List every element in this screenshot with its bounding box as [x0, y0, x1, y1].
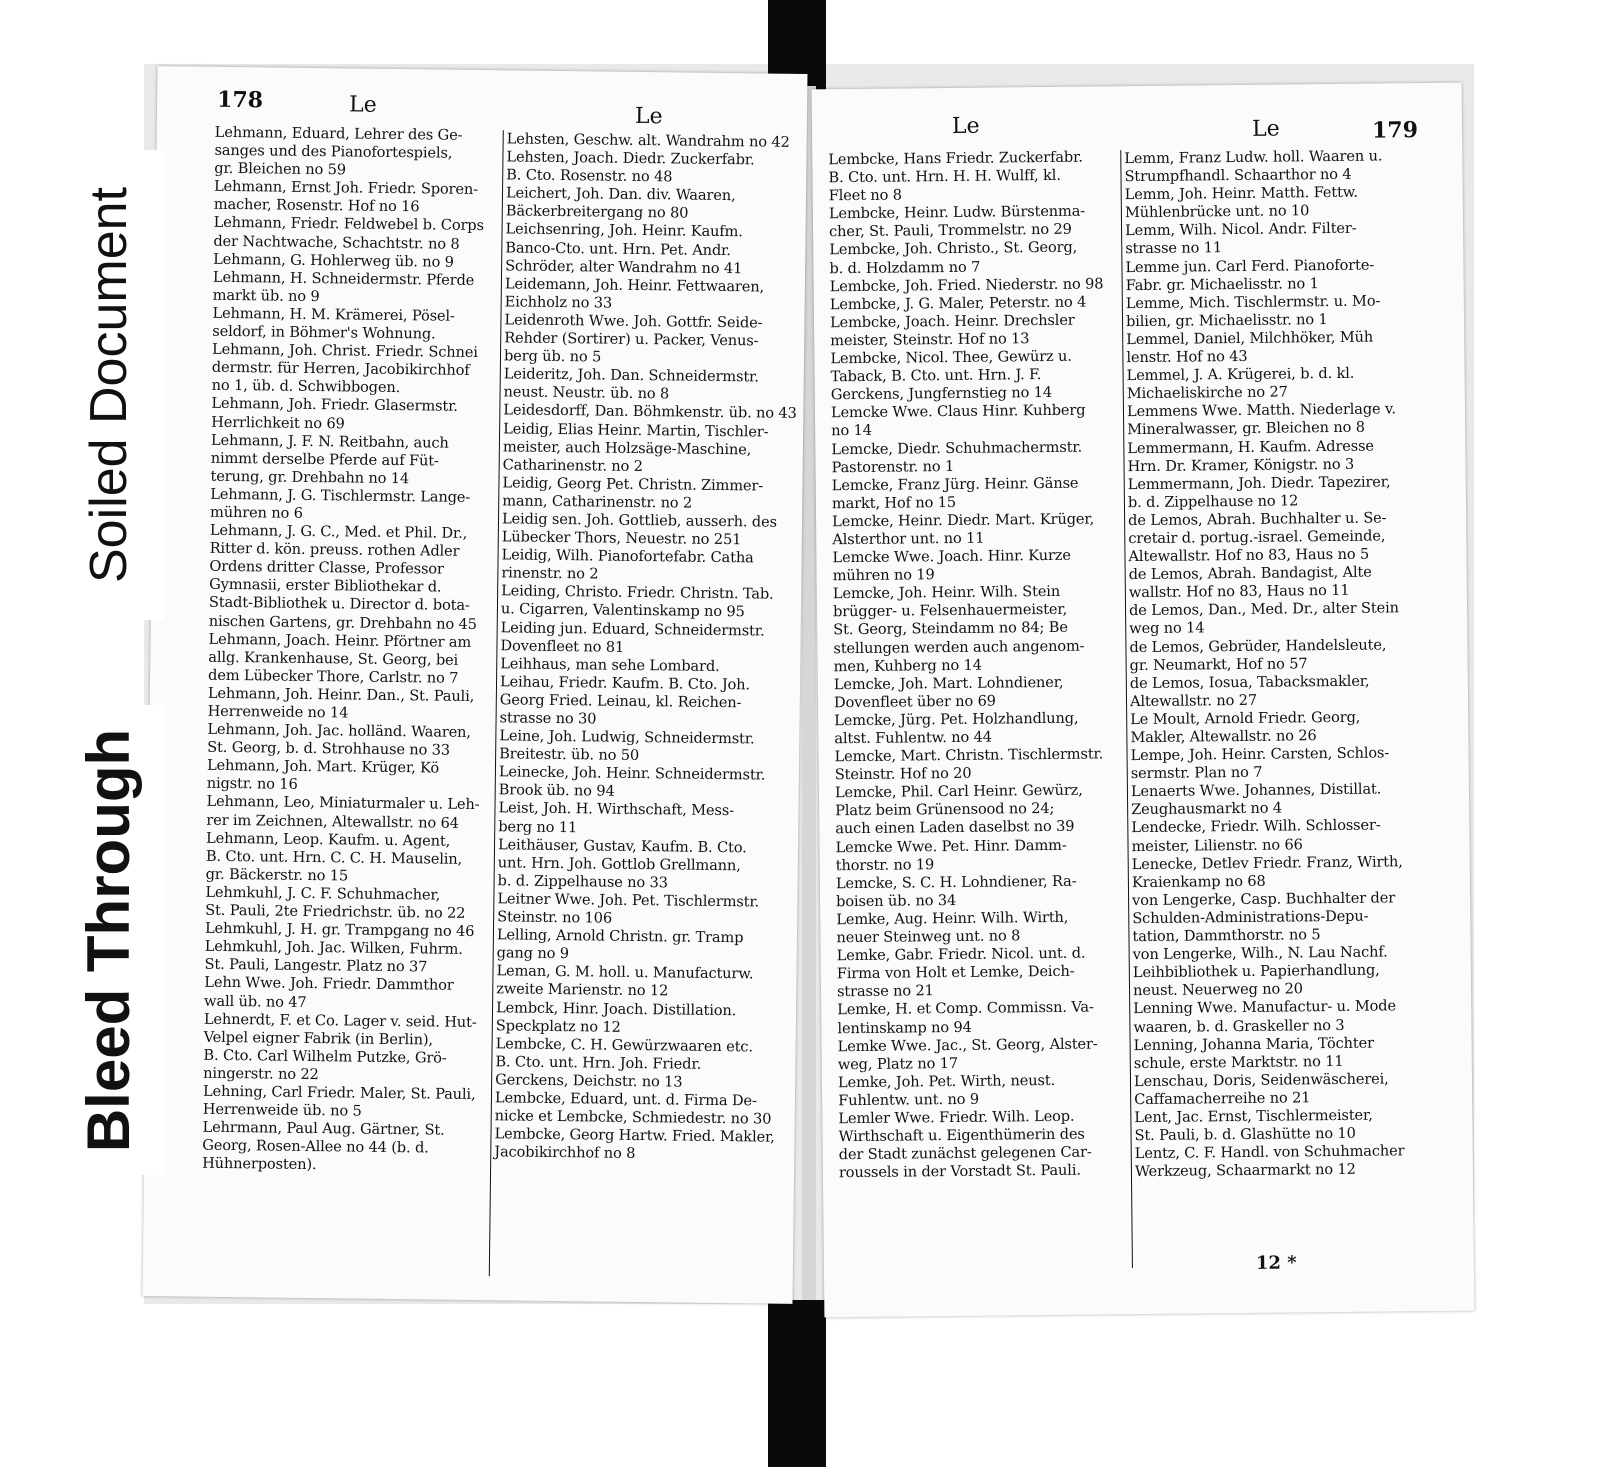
directory-entry-line: Lehmann, Joh. Christ. Friedr. Schnei	[211, 340, 478, 362]
directory-entry-line: Lemmel, Daniel, Milchhöker, Müh	[1126, 328, 1374, 349]
directory-entry-line: Banco-Cto. unt. Hrn. Pet. Andr.	[505, 238, 731, 259]
directory-entry-line: Lembcke, Joh. Fried. Niederstr. no 98	[829, 275, 1104, 295]
directory-entry-line: Herrenweide üb. no 5	[202, 1100, 362, 1120]
directory-entry-line: Leidig, Elias Heinr. Martin, Tischler-	[503, 419, 769, 441]
directory-entry-line: Dovenfleet über no 69	[833, 692, 996, 712]
directory-entry-line: Lehnerdt, F. et Co. Lager v. seid. Hut-	[203, 1010, 477, 1031]
directory-entry-line: neust. Neustr. üb. no 8	[503, 383, 670, 403]
directory-entry-line: St. Georg, b. d. Strohhause no 33	[207, 738, 451, 759]
directory-entry-line: Lehmann, G. Hohlerweg üb. no 9	[213, 250, 454, 271]
directory-entry-line: Lehmann, Leo, Miniaturmaler u. Leh-	[206, 793, 480, 814]
directory-entry-line: Lemcke, Joh. Mart. Lohndiener,	[833, 673, 1064, 693]
soiled-document-label	[54, 150, 164, 620]
page-number-left: 178	[216, 86, 264, 114]
directory-entry-line: Leist, Joh. H. Wirthschaft, Mess-	[498, 799, 735, 820]
directory-entry-line: waaren, b. d. Graskeller no 3	[1133, 1016, 1345, 1036]
directory-entry-line: no 14	[831, 422, 872, 440]
directory-entry-line: strasse no 21	[836, 982, 934, 1001]
directory-entry-line: Fleet no 8	[828, 186, 902, 205]
directory-entry-line: Steinstr. no 106	[497, 908, 613, 927]
directory-entry-line: Alsterthor unt. no 11	[832, 529, 985, 549]
directory-entry-line: Lehmkuhl, J. C. F. Schuhmacher,	[205, 883, 441, 904]
directory-entry-line: berg no 11	[498, 817, 578, 836]
directory-entry-line: Lübecker Thors, Neuestr. no 251	[501, 528, 742, 549]
directory-entry-line: Lembcke, Eduard, unt. d. Firma De-	[494, 1089, 757, 1110]
directory-entry-line: Lemmermann, Joh. Diedr. Tapezirer,	[1127, 473, 1391, 493]
directory-entry-line: Leithäuser, Gustav, Kaufm. B. Cto.	[497, 835, 747, 856]
directory-entry-line: de Lemos, Gebrüder, Handelsleute,	[1129, 635, 1387, 656]
directory-entry-line: Firma von Holt et Lemke, Deich-	[836, 962, 1075, 983]
directory-entry-line: Schulden-Administrations-Depu-	[1132, 907, 1369, 928]
directory-entry-line: Breitestr. üb. no 50	[499, 745, 640, 765]
directory-entry-line: Brook üb. no 94	[498, 781, 615, 801]
directory-entry-line: Lemcke, Franz Jürg. Heinr. Gänse	[831, 474, 1079, 494]
directory-entry-line: gr. Bleichen no 59	[214, 159, 347, 179]
directory-entry-line: b. d. Zippelhause no 33	[497, 872, 668, 892]
directory-entry-line: Werkzeug, Schaarmarkt no 12	[1134, 1161, 1356, 1181]
directory-entry-line: Catharinenstr. no 2	[502, 456, 643, 475]
directory-entry-line: dem Lübecker Thore, Carlstr. no 7	[207, 666, 459, 687]
directory-entry-line: altst. Fuhlentw. no 44	[834, 728, 992, 748]
directory-entry-line: meister, auch Holzsäge-Maschine,	[502, 437, 752, 458]
directory-entry-line: strasse no 30	[499, 709, 597, 728]
directory-entry-line: Steinstr. Hof no 20	[834, 764, 972, 784]
directory-entry-line: Lenaerts Wwe. Johannes, Distillat.	[1130, 780, 1382, 801]
directory-entry-line: de Lemos, Abrah. Buchhalter u. Se-	[1128, 509, 1387, 530]
directory-entry-line: boisen üb. no 34	[836, 891, 957, 911]
directory-entry-line: Lemcke, Diedr. Schuhmachermstr.	[831, 438, 1083, 458]
directory-entry-line: lenstr. Hof no 43	[1126, 347, 1248, 367]
directory-entry-line: Leideritz, Joh. Dan. Schneidermstr.	[503, 365, 759, 386]
directory-entry-line: thorstr. no 19	[835, 855, 935, 874]
directory-entry-line: seldorf, in Böhmer's Wohnung.	[212, 322, 436, 343]
directory-entry-line: Lembck, Hinr. Joach. Distillation.	[495, 998, 737, 1019]
directory-entry-line: Leidig, Wilh. Pianofortefabr. Catha	[501, 546, 754, 567]
directory-entry-line: Gerckens, Jungfernstieg no 14	[830, 384, 1053, 404]
directory-entry-line: Lehmann, Joh. Heinr. Dan., St. Pauli,	[207, 684, 475, 705]
directory-entry-line: Lehmann, Joh. Mart. Krüger, Kö	[206, 757, 440, 777]
directory-entry-line: Lembcke, Georg Hartw. Fried. Makler,	[494, 1125, 775, 1146]
running-header-right-b: Le	[1251, 116, 1280, 142]
directory-entry-line: Eichholz no 33	[504, 293, 613, 312]
directory-entry-line: Altewallstr. Hof no 83, Haus no 5	[1128, 545, 1370, 566]
directory-entry-line: nicke et Lembcke, Schmiedestr. no 30	[494, 1107, 772, 1128]
directory-entry-line: Jacobikirchhof no 8	[494, 1143, 636, 1163]
directory-entry-line: Leichert, Joh. Dan. div. Waaren,	[505, 184, 736, 205]
directory-entry-line: Lehmann, J. G. Tischlermstr. Lange-	[210, 485, 471, 506]
directory-entry-line: b. d. Holzdamm no 7	[829, 258, 981, 277]
directory-entry-line: Kraienkamp no 68	[1131, 872, 1266, 891]
left-page-column-2	[494, 130, 797, 1165]
directory-entry-line: Bäckerbreitergang no 80	[505, 202, 689, 222]
page-number-right: 179	[1371, 117, 1419, 144]
directory-entry-line: Caffamacherreihe no 21	[1134, 1089, 1311, 1108]
directory-entry-line: nigstr. no 16	[206, 775, 298, 794]
running-header-right-a: Le	[951, 113, 980, 139]
directory-entry-line: Leihau, Friedr. Kaufm. B. Cto. Joh.	[499, 673, 751, 694]
directory-entry-line: unt. Hrn. Joh. Gottlob Grellmann,	[497, 854, 741, 875]
directory-entry-line: nimmt derselbe Pferde auf Füt-	[210, 449, 439, 470]
directory-entry-line: markt, Hof no 15	[831, 493, 957, 513]
directory-entry-line: no 1, üb. d. Schwibbogen.	[211, 377, 401, 397]
directory-entry-line: von Lengerke, Wilh., N. Lau Nachf.	[1132, 943, 1388, 964]
directory-entry-line: Lemke Wwe. Jac., St. Georg, Alster-	[837, 1035, 1098, 1055]
directory-entry-line: Wirthschaft u. Eigenthümerin des	[838, 1125, 1085, 1146]
directory-entry-line: markt üb. no 9	[212, 286, 320, 305]
directory-entry-line: Zeughausmarkt no 4	[1131, 799, 1283, 819]
directory-entry-line: Mineralwasser, gr. Bleichen no 8	[1127, 419, 1365, 439]
directory-entry-line: Lemcke, Heinr. Diedr. Mart. Krüger,	[832, 510, 1095, 531]
directory-entry-line: Leidenroth Wwe. Joh. Gottfr. Seide-	[504, 311, 763, 332]
directory-entry-line: b. d. Zippelhause no 12	[1127, 492, 1299, 511]
directory-entry-line: Herrlichkeit no 69	[211, 413, 345, 432]
directory-entry-line: Lemcke Wwe. Claus Hinr. Kuhberg	[830, 401, 1086, 422]
directory-entry-line: St. Pauli, Langestr. Platz no 37	[204, 956, 428, 976]
directory-entry-line: von Lengerke, Casp. Buchhalter der	[1132, 889, 1396, 909]
directory-entry-line: Lemke, Gabr. Friedr. Nicol. unt. d.	[836, 944, 1086, 965]
left-page-column-1	[202, 124, 500, 1177]
directory-entry-line: Herrenweide no 14	[207, 702, 349, 722]
directory-entry-line: Lehmann, Eduard, Lehrer des Ge-	[214, 123, 463, 144]
directory-entry-line: B. Cto. unt. Hrn. C. C. H. Mauselin,	[205, 847, 463, 868]
directory-entry-line: gr. Bäckerstr. no 15	[205, 865, 349, 885]
directory-entry-line: meister, Lilienstr. no 66	[1131, 835, 1303, 855]
directory-entry-line: weg no 14	[1129, 619, 1205, 638]
directory-entry-line: Leiding, Christo. Friedr. Christn. Tab.	[501, 582, 774, 603]
directory-entry-line: Strumpfhandl. Schaarthor no 4	[1124, 165, 1352, 186]
directory-entry-line: Lemcke, Phil. Carl Heinr. Gewürz,	[834, 781, 1083, 802]
directory-entry-line: Lemmens Wwe. Matth. Niederlage v.	[1126, 400, 1396, 421]
directory-entry-line: wallstr. Hof no 83, Haus no 11	[1128, 582, 1350, 602]
directory-entry-line: Taback, B. Cto. unt. Hrn. J. F.	[830, 366, 1042, 386]
directory-entry-line: Fuhlentw. unt. no 9	[838, 1090, 979, 1110]
directory-entry-line: B. Cto. unt. Hrn. Joh. Friedr.	[495, 1053, 702, 1073]
directory-entry-line: rer im Zeichnen, Altewallstr. no 64	[206, 811, 459, 832]
directory-entry-line: Lemmermann, H. Kaufm. Adresse	[1127, 437, 1374, 457]
directory-entry-line: Hühnerposten).	[202, 1155, 317, 1174]
directory-entry-line: Stadt-Bibliothek u. Director d. bota-	[208, 594, 470, 615]
directory-entry-line: zweite Marienstr. no 12	[496, 980, 669, 1000]
directory-entry-line: Fabr. gr. Michaelisstr. no 1	[1125, 274, 1319, 294]
directory-entry-line: Leidig, Georg Pet. Christn. Zimmer-	[502, 474, 764, 495]
directory-entry-line: lentinskamp no 94	[837, 1018, 972, 1037]
directory-entry-line: Platz beim Grünensood no 24;	[835, 800, 1055, 820]
directory-entry-line: Lent, Jac. Ernst, Tischlermeister,	[1134, 1106, 1373, 1127]
directory-entry-line: Leichsenring, Joh. Heinr. Kaufm.	[505, 220, 743, 241]
directory-entry-line: Lemcke, Mart. Christn. Tischlermstr.	[834, 745, 1104, 766]
directory-entry-line: Lenning Wwe. Manufactur- u. Mode	[1133, 997, 1397, 1018]
directory-entry-line: Lehmann, Joh. Jac. holländ. Waaren,	[207, 720, 471, 742]
directory-entry-line: Lehmann, Joach. Heinr. Pförtner am	[208, 630, 472, 651]
directory-entry-line: Georg Fried. Leinau, kl. Reichen-	[499, 691, 742, 712]
directory-entry-line: rinenstr. no 2	[501, 564, 599, 583]
directory-entry-line: Lenecke, Detlev Friedr. Franz, Wirth,	[1131, 852, 1403, 873]
directory-entry-line: Lemm, Franz Ludw. holl. Waaren u.	[1124, 147, 1383, 168]
directory-entry-line: B. Cto. unt. Hrn. H. H. Wulff, kl.	[828, 166, 1061, 187]
directory-entry-line: Lembcke, C. H. Gewürzwaaren etc.	[495, 1034, 753, 1056]
directory-entry-line: Leidesdorff, Dan. Böhmkenstr. üb. no 43	[503, 401, 797, 423]
directory-entry-line: tation, Dammthorstr. no 5	[1132, 926, 1321, 946]
directory-entry-line: Lembcke, J. G. Maler, Peterstr. no 4	[829, 293, 1087, 314]
directory-entry-line: Leidemann, Joh. Heinr. Fettwaaren,	[504, 275, 765, 296]
directory-entry-line: B. Cto. Carl Wilhelm Putzke, Grö-	[203, 1046, 447, 1067]
directory-entry-line: allg. Krankenhause, St. Georg, bei	[208, 648, 459, 669]
directory-entry-line: Lemke, Joh. Pet. Wirth, neust.	[837, 1071, 1056, 1091]
directory-entry-line: Lemm, Joh. Heinr. Matth. Fettw.	[1124, 183, 1358, 204]
directory-entry-line: Lenning, Johanna Maria, Töchter	[1133, 1034, 1375, 1054]
directory-entry-line: Pastorenstr. no 1	[831, 457, 955, 476]
directory-entry-line: neuer Steinweg unt. no 8	[836, 927, 1021, 947]
directory-entry-line: mann, Catharinenstr. no 2	[502, 492, 693, 512]
directory-entry-line: Lehsten, Geschw. alt. Wandrahm no 42	[506, 130, 790, 151]
directory-entry-line: Lempe, Joh. Heinr. Carsten, Schlos-	[1130, 744, 1390, 765]
directory-entry-line: Lehning, Carl Friedr. Maler, St. Pauli,	[202, 1082, 476, 1104]
directory-entry-line: Lemke, H. et Comp. Commissn. Va-	[837, 998, 1094, 1019]
directory-entry-line: de Lemos, Iosua, Tabacksmakler,	[1129, 672, 1370, 692]
directory-entry-line: meister, Steinstr. Hof no 13	[830, 330, 1030, 350]
running-header-left-b: Le	[634, 103, 663, 130]
bleed-through-label	[54, 705, 164, 1175]
directory-entry-line: berg üb. no 5	[503, 347, 602, 366]
directory-entry-line: Makler, Altewallstr. no 26	[1130, 727, 1317, 747]
directory-entry-line: Michaeliskirche no 27	[1126, 383, 1288, 403]
directory-entry-line: Lehmann, Ernst Joh. Friedr. Sporen-	[213, 178, 479, 199]
directory-entry-line: Lentz, C. F. Handl. von Schuhmacher	[1134, 1142, 1405, 1163]
directory-entry-line: Lembcke, Heinr. Ludw. Bürstenma-	[828, 202, 1086, 223]
directory-entry-line: Lelling, Arnold Christn. gr. Tramp	[496, 926, 744, 947]
directory-entry-line: macher, Rosenstr. Hof no 16	[213, 196, 420, 216]
directory-entry-line: Leiding jun. Eduard, Schneidermstr.	[500, 618, 765, 640]
left-page	[143, 66, 808, 1304]
directory-entry-line: Lemler Wwe. Friedr. Wilh. Leop.	[838, 1107, 1075, 1128]
directory-entry-line: cretair d. portug.-israel. Gemeinde,	[1128, 527, 1386, 548]
directory-entry-line: de Lemos, Dan., Med. Dr., alter Stein	[1128, 599, 1399, 620]
directory-entry-line: Leine, Joh. Ludwig, Schneidermstr.	[499, 727, 755, 748]
directory-entry-line: Hrn. Dr. Kramer, Königstr. no 3	[1127, 455, 1355, 475]
directory-entry-line: schule, erste Marktstr. no 11	[1133, 1052, 1344, 1072]
directory-entry-line: Gymnasii, erster Bibliothekar d.	[209, 576, 442, 596]
directory-entry-line: Ritter d. kön. preuss. rothen Adler	[209, 539, 460, 560]
bleed-through-text: Bleed Through	[75, 728, 143, 1152]
directory-entry-line: Lehmkuhl, J. H. gr. Trampgang no 46	[204, 919, 475, 941]
directory-entry-line: Leihhaus, man sehe Lombard.	[500, 655, 720, 675]
directory-entry-line: Lemme, Mich. Tischlermstr. u. Mo-	[1125, 292, 1381, 312]
directory-entry-line: Leidig sen. Joh. Gottlieb, ausserh. des	[501, 510, 777, 531]
directory-entry-line: mühren no 6	[209, 503, 303, 522]
right-page	[812, 83, 1475, 1318]
directory-entry-line: Lemmel, J. A. Krügerei, b. d. kl.	[1126, 364, 1355, 385]
directory-entry-line: Dovenfleet no 81	[500, 636, 625, 656]
signature-mark: 12 *	[1255, 1252, 1297, 1274]
directory-entry-line: Lemcke, S. C. H. Lohndiener, Ra-	[835, 872, 1077, 892]
directory-entry-line: wall üb. no 47	[204, 992, 307, 1011]
directory-entry-line: Lehmann, J. G. C., Med. et Phil. Dr.,	[209, 521, 468, 542]
directory-entry-line: men, Kuhberg no 14	[833, 656, 982, 675]
directory-entry-line: Lembcke, Joh. Christo., St. Georg,	[829, 239, 1078, 259]
directory-entry-line: Lemcke Wwe. Joach. Hinr. Kurze	[832, 546, 1071, 567]
directory-entry-line: Lehmann, H. Schneidermstr. Pferde	[212, 268, 475, 289]
directory-entry-line: Lehn Wwe. Joh. Friedr. Dammthor	[204, 974, 454, 995]
directory-entry-line: Lehsten, Joach. Diedr. Zuckerfabr.	[506, 148, 755, 169]
directory-entry-line: Lehmann, J. F. N. Reitbahn, auch	[210, 431, 449, 452]
directory-entry-line: Altewallstr. no 27	[1129, 691, 1258, 710]
directory-entry-line: Lemcke, Jürg. Pet. Holzhandlung,	[834, 709, 1079, 730]
directory-entry-line: Lemcke, Joh. Heinr. Wilh. Stein	[832, 583, 1061, 603]
directory-entry-line: brügger- u. Felsenhauermeister,	[832, 601, 1068, 621]
directory-entry-line: auch einen Laden daselbst no 39	[835, 818, 1075, 838]
directory-entry-line: Mühlenbrücke unt. no 10	[1124, 202, 1310, 222]
directory-entry-line: Lehmkuhl, Joh. Jac. Wilken, Fuhrm.	[204, 937, 463, 959]
directory-entry-line: Leman, G. M. holl. u. Manufacturw.	[496, 962, 754, 983]
directory-entry-line: Lemme jun. Carl Ferd. Pianoforte-	[1125, 256, 1375, 276]
directory-entry-line: Lembcke, Joach. Heinr. Drechsler	[829, 311, 1075, 332]
directory-entry-line: der Nachtwache, Schachtstr. no 8	[213, 232, 460, 253]
directory-entry-line: terung, gr. Drehbahn no 14	[210, 467, 410, 487]
directory-entry-line: dermstr. für Herren, Jacobikirchhof	[211, 358, 470, 380]
directory-entry-line: Lehmann, Friedr. Feldwebel b. Corps	[213, 214, 484, 235]
directory-entry-line: Lendecke, Friedr. Wilh. Schlosser-	[1131, 816, 1381, 837]
directory-entry-line: nischen Gartens, gr. Drehbahn no 45	[208, 612, 477, 633]
directory-entry-line: bilien, gr. Michaelisstr. no 1	[1125, 310, 1328, 331]
directory-entry-line: de Lemos, Abrah. Bandagist, Alte	[1128, 563, 1372, 584]
running-header-left-a: Le	[348, 92, 377, 118]
directory-entry-line: Ordens dritter Classe, Professor	[209, 557, 444, 578]
directory-entry-line: Leitner Wwe. Joh. Pet. Tischlermstr.	[497, 890, 760, 911]
directory-entry-line: mühren no 19	[832, 566, 935, 585]
directory-entry-line: Georg, Rosen-Allee no 44 (b. d.	[202, 1136, 429, 1157]
soiled-document-text: Soiled Document	[80, 187, 138, 583]
directory-entry-line: Schröder, alter Wandrahm no 41	[505, 256, 743, 277]
directory-entry-line: gang no 9	[496, 944, 570, 963]
directory-entry-line: stellungen werden auch angenom-	[833, 637, 1085, 657]
directory-entry-line: sanges und des Pianofortespiels,	[214, 141, 453, 162]
directory-entry-line: cher, St. Pauli, Trommelstr. no 29	[828, 221, 1072, 241]
directory-entry-line: Le Moult, Arnold Friedr. Georg,	[1130, 708, 1361, 729]
directory-entry-line: Velpel eigner Fabrik (in Berlin),	[203, 1028, 434, 1049]
directory-entry-line: St. Georg, Steindamm no 84; Be	[833, 619, 1068, 639]
directory-entry-line: Leinecke, Joh. Heinr. Schneidermstr.	[498, 763, 766, 784]
directory-entry-line: Lehmann, Joh. Friedr. Glasermstr.	[211, 395, 458, 416]
right-page-column-1	[828, 148, 1129, 1182]
directory-entry-line: Rehder (Sortirer) u. Packer, Venus-	[504, 329, 759, 350]
directory-entry-line: neust. Neuerweg no 20	[1132, 980, 1303, 1000]
directory-entry-line: Lehmann, Leop. Kaufm. u. Agent,	[206, 829, 451, 850]
directory-entry-line: Lembcke, Nicol. Thee, Gewürz u.	[830, 347, 1072, 368]
directory-entry-line: Gerckens, Deichstr. no 13	[495, 1071, 683, 1091]
directory-entry-line: B. Cto. Rosenstr. no 48	[506, 166, 673, 186]
directory-entry-line: weg, Platz no 17	[837, 1054, 959, 1073]
directory-entry-line: Speckplatz no 12	[495, 1016, 621, 1036]
directory-entry-line: Lemcke Wwe. Pet. Hinr. Damm-	[835, 836, 1067, 856]
directory-entry-line: St. Pauli, b. d. Glashütte no 10	[1134, 1124, 1356, 1145]
directory-entry-line: gr. Neumarkt, Hof no 57	[1129, 654, 1308, 674]
directory-entry-line: ningerstr. no 22	[203, 1064, 319, 1083]
directory-entry-line: Lembcke, Hans Friedr. Zuckerfabr.	[828, 148, 1083, 169]
directory-entry-line: sermstr. Plan no 7	[1130, 763, 1263, 783]
right-page-column-2	[1124, 147, 1431, 1181]
directory-entry-line: Lehmann, H. M. Krämerei, Pösel-	[212, 304, 455, 325]
directory-entry-line: Lehrmann, Paul Aug. Gärtner, St.	[202, 1118, 445, 1139]
directory-entry-line: Lemke, Aug. Heinr. Wilh. Wirth,	[836, 908, 1069, 929]
directory-entry-line: Lemm, Wilh. Nicol. Andr. Filter-	[1124, 220, 1357, 240]
directory-entry-line: der Stadt zunächst gelegenen Car-	[838, 1143, 1092, 1164]
binding-strip-bottom	[768, 1300, 826, 1467]
directory-entry-line: roussels in der Vorstadt St. Pauli.	[838, 1161, 1081, 1182]
directory-entry-line: u. Cigarren, Valentinskamp no 95	[500, 600, 745, 621]
directory-entry-line: Lenschau, Doris, Seidenwäscherei,	[1133, 1070, 1389, 1090]
directory-entry-line: St. Pauli, 2te Friedrichstr. üb. no 22	[205, 901, 466, 922]
directory-entry-line: Leihbibliothek u. Papierhandlung,	[1132, 961, 1380, 982]
directory-entry-line: strasse no 11	[1125, 239, 1223, 258]
